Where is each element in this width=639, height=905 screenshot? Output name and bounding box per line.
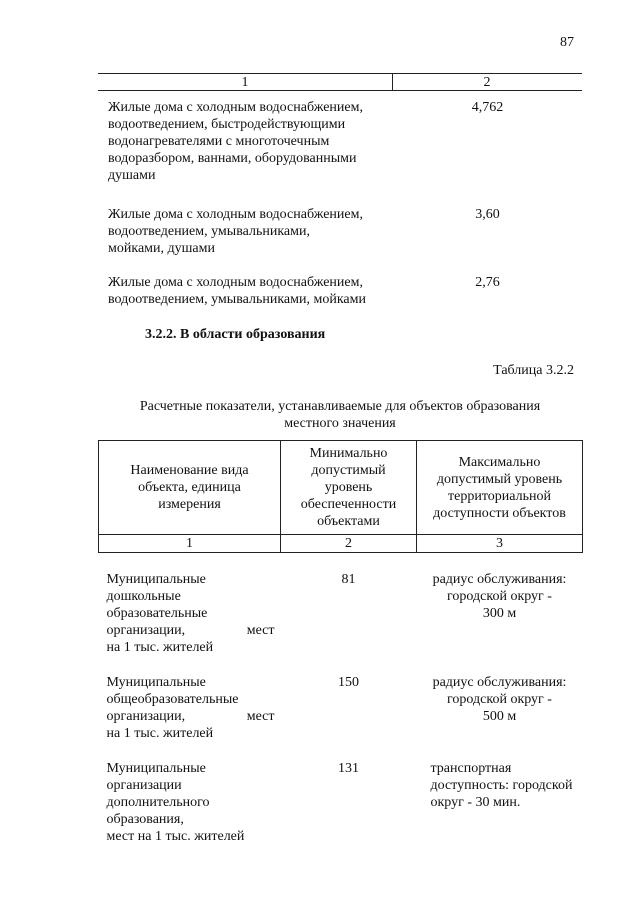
table-row	[99, 760, 583, 845]
table1-header-col2: 2	[483, 75, 491, 90]
row-accessibility: радиус обслуживания: городской округ - 300 м	[432, 572, 567, 621]
table1-row-value: 4,762	[471, 100, 504, 115]
row-min-level: 150	[338, 675, 359, 690]
col-number-2: 2	[281, 535, 417, 553]
table1-row-description: Жилые дома с холодным водоснабжением, водоотведением, умывальниками, мойками, душами	[108, 207, 363, 256]
header-max-accessibility: Максимально допустимый уровень территориальной доступности объектов	[417, 441, 583, 535]
row-object-name: Муниципальные дошкольные образовательные организации, мест на 1 тыс. жителей	[106, 572, 275, 655]
table1-row-description: Жилые дома с холодным водоснабжением, водоотведением, быстродействующими водонагревателями с многоточечным водоразбором, ваннами, оборудованными душами	[108, 100, 363, 183]
row-accessibility: радиус обслуживания: городской округ - 500 м	[432, 675, 567, 724]
table-row	[99, 674, 583, 742]
header-object-name: Наименование вида объекта, единица измерения	[99, 441, 281, 535]
row-accessibility: транспортная доступность: городской округ - 30 мин.	[430, 761, 573, 810]
row-min-level: 81	[341, 572, 356, 587]
col-number-3: 3	[417, 535, 583, 553]
table1-row-description: Жилые дома с холодным водоснабжением, водоотведением, умывальниками, мойками	[108, 275, 366, 307]
section-heading: 3.2.2. В области образования	[145, 327, 326, 342]
row-object-name: Муниципальные общеобразовательные организации, мест на 1 тыс. жителей	[106, 675, 275, 741]
header-min-level: Минимально допустимый уровень обеспеченности объектами	[281, 441, 417, 535]
table-title: Расчетные показатели, устанавливаемые для объектов образования местного значения	[139, 399, 541, 431]
education-indicators-table	[98, 440, 583, 845]
row-min-level: 131	[338, 761, 359, 776]
col-number-1: 1	[99, 535, 281, 553]
table-row	[99, 571, 583, 656]
table-caption: Таблица 3.2.2	[493, 363, 574, 378]
table1-row-value: 3,60	[475, 207, 500, 222]
table1-header-col1: 1	[241, 75, 249, 90]
table1-row-value: 2,76	[475, 275, 500, 290]
page-number: 87	[560, 35, 574, 50]
row-object-name: Муниципальные организации дополнительного образования, мест на 1 тыс. жителей	[106, 761, 245, 844]
